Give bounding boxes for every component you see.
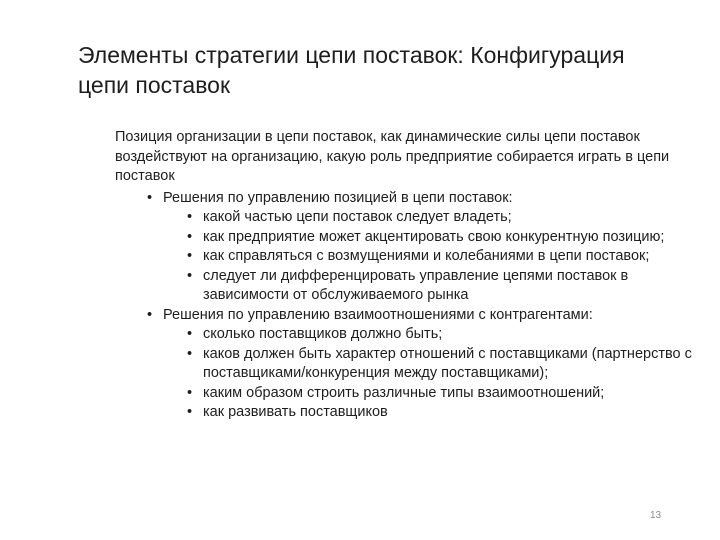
decision-item: [163, 325, 695, 345]
section-item: [115, 189, 695, 306]
decision-text: • каким образом строить различные типы взаимоотношений;: [203, 384, 605, 401]
decision-item: [163, 384, 695, 404]
slide-title: Элементы стратегии цепи поставок: Конфигурация цепи поставок: [78, 42, 625, 98]
section-item: [115, 306, 695, 423]
decision-text: • сколько поставщиков должно быть;: [203, 326, 443, 342]
decision-list: [163, 325, 695, 423]
intro-paragraph: Позиция организации в цепи поставок, как динамические силы цепи поставок воздействуют на организацию, какую роль предприятие собирается играть в цепи поставок: [115, 129, 670, 184]
section-heading: • Решения по управлению позицией в цепи поставок:: [163, 189, 513, 206]
slide-body: [115, 128, 695, 423]
decision-item: [163, 228, 695, 248]
decision-item: [163, 208, 695, 228]
decision-text: • следует ли дифференцировать управление цепями поставок в зависимости от обслуживаемого рынка: [203, 267, 629, 303]
decision-item: [163, 267, 695, 306]
decision-text: • как предприятие может акцентировать свою конкурентную позицию;: [203, 228, 665, 245]
page-number: 13: [650, 510, 662, 521]
decision-item: [163, 345, 695, 384]
section-heading: • Решения по управлению взаимоотношениями с контрагентами:: [163, 306, 593, 323]
decision-item: [163, 247, 695, 267]
decision-text: • каков должен быть характер отношений с поставщиками (партнерство с поставщиками/конкуренция между поставщиками);: [203, 345, 692, 381]
decision-item: [163, 403, 695, 423]
decision-text: • как развивать поставщиков: [203, 404, 388, 420]
decision-text: • какой частью цепи поставок следует владеть;: [203, 209, 512, 225]
decision-list: [163, 208, 695, 306]
decision-text: • как справляться с возмущениями и колебаниями в цепи поставок;: [203, 248, 650, 264]
section-list: [115, 189, 695, 423]
